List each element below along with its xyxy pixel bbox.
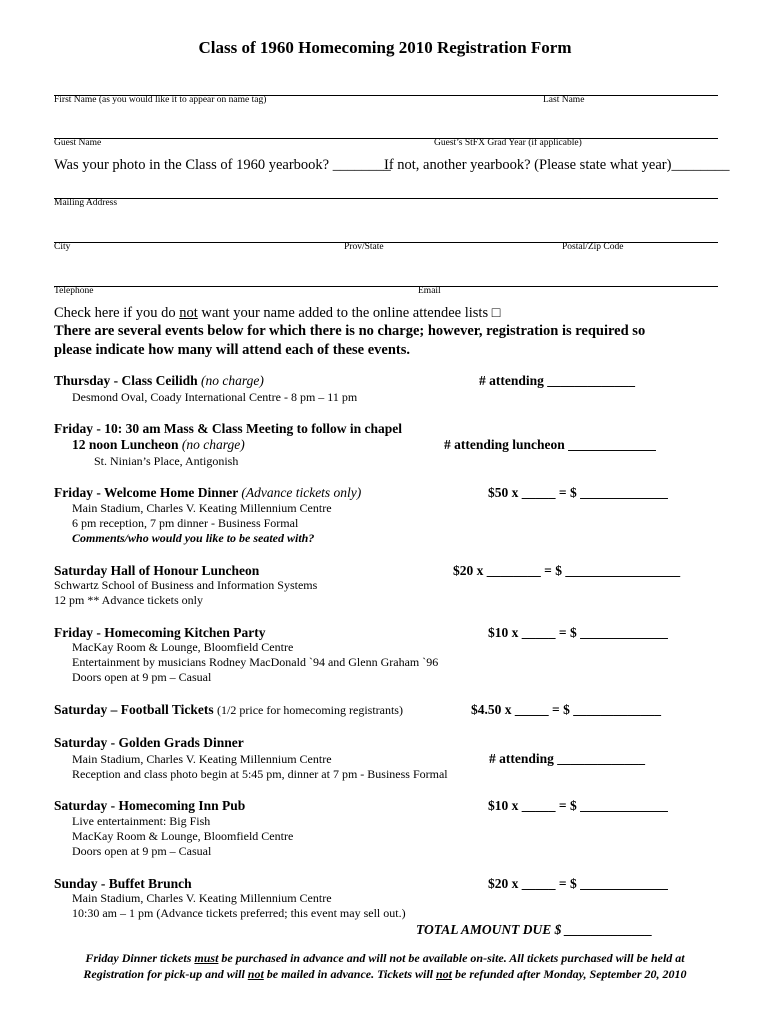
optout-text-before: Check here if you do: [54, 305, 180, 321]
event-luncheon-note: (no charge): [181, 437, 245, 452]
optout-checkbox[interactable]: □: [491, 305, 501, 321]
event-ceilidh-title-text: Thursday - Class Ceilidh: [54, 373, 202, 388]
email-label: Email: [418, 286, 441, 296]
event-kitchen-detail-1: MacKay Room & Lounge, Bloomfield Centre: [72, 640, 294, 654]
event-pub-detail-3: Doors open at 9 pm – Casual: [72, 844, 212, 858]
optout-statement: [54, 305, 500, 322]
event-ceilidh-title: [54, 373, 264, 389]
notice-line-1: There are several events below for which there is no charge; however, registration is required so: [54, 323, 646, 339]
event-honour-detail-1: Schwartz School of Business and Information Systems: [54, 578, 318, 592]
event-honour-title: Saturday Hall of Honour Luncheon: [54, 563, 260, 578]
event-luncheon-detail: St. Ninian’s Place, Antigonish: [94, 454, 239, 468]
event-golden-title: Saturday - Golden Grads Dinner: [54, 735, 244, 750]
event-ceilidh-attending[interactable]: # attending _____________: [479, 373, 636, 388]
event-mass-title: Friday - 10: 30 am Mass & Class Meeting to follow in chapel: [54, 421, 402, 436]
form-title: Class of 1960 Homecoming 2010 Registration Form: [198, 38, 572, 57]
event-brunch-price[interactable]: $20 x _____ = $ _____________: [488, 876, 668, 891]
footer-l1-must: must: [194, 951, 219, 965]
event-golden-attending[interactable]: # attending _____________: [489, 751, 646, 766]
event-kitchen-price[interactable]: $10 x _____ = $ _____________: [488, 625, 668, 640]
event-pub-title: Saturday - Homecoming Inn Pub: [54, 798, 246, 813]
footer-l2-b: be mailed in advance. Tickets will: [263, 967, 436, 981]
event-luncheon-title-text: 12 noon Luncheon: [72, 437, 182, 452]
guest-grad-year-label: Guest’s StFX Grad Year (if applicable): [434, 138, 582, 148]
mailing-address-line[interactable]: [54, 198, 718, 199]
footer-l2-not-2: not: [436, 967, 453, 981]
event-kitchen-title: Friday - Homecoming Kitchen Party: [54, 625, 266, 640]
event-ceilidh-note: (no charge): [201, 373, 264, 388]
first-name-label: First Name (as you would like it to appear on name tag): [54, 95, 267, 105]
event-dinner-note: (Advance tickets only): [241, 485, 362, 500]
footer-line-1: [0, 951, 770, 966]
total-amount-due[interactable]: TOTAL AMOUNT DUE $ _____________: [416, 922, 653, 937]
event-brunch-title: Sunday - Buffet Brunch: [54, 876, 192, 891]
footer-line-2: [0, 967, 770, 982]
event-pub-detail-2: MacKay Room & Lounge, Bloomfield Centre: [72, 829, 294, 843]
event-dinner-price[interactable]: $50 x _____ = $ _____________: [488, 485, 668, 500]
footer-l1-b: be purchased in advance and will not be available on-site. All tickets purchased will be held at: [218, 951, 685, 965]
telephone-label: Telephone: [54, 286, 94, 296]
event-brunch-detail-1: Main Stadium, Charles V. Keating Millennium Centre: [72, 891, 332, 905]
postal-zip-label: Postal/Zip Code: [562, 242, 624, 252]
event-dinner-comments: Comments/who would you like to be seated with?: [72, 531, 315, 545]
footer-l2-not-1: not: [247, 967, 264, 981]
event-honour-detail-2: 12 pm ** Advance tickets only: [54, 593, 203, 607]
event-football-price[interactable]: $4.50 x _____ = $ _____________: [471, 702, 661, 717]
event-kitchen-detail-2: Entertainment by musicians Rodney MacDonald `94 and Glenn Graham `96: [72, 655, 439, 669]
guest-name-label: Guest Name: [54, 138, 102, 148]
event-dinner-title: [54, 485, 361, 501]
event-football-note: (1/2 price for homecoming registrants): [217, 703, 403, 717]
footer-l2-c: be refunded after Monday, September 20, 2010: [452, 967, 687, 981]
event-golden-detail-2: Reception and class photo begin at 5:45 pm, dinner at 7 pm - Business Formal: [72, 767, 448, 781]
city-label: City: [54, 242, 71, 252]
event-pub-detail-1: Live entertainment: Big Fish: [72, 814, 211, 828]
event-dinner-detail-1: Main Stadium, Charles V. Keating Millennium Centre: [72, 501, 332, 515]
notice-line-2: please indicate how many will attend each of these events.: [54, 342, 411, 358]
optout-text-not: not: [179, 305, 198, 321]
footer-l1-a: Friday Dinner tickets: [85, 951, 195, 965]
photo-question: Was your photo in the Class of 1960 yearbook? ________: [54, 157, 391, 173]
other-yearbook-question: If not, another yearbook? (Please state what year)________: [384, 157, 730, 173]
event-dinner-detail-2: 6 pm reception, 7 pm dinner - Business Formal: [72, 516, 299, 530]
telephone-line[interactable]: [54, 286, 718, 287]
guest-name-line[interactable]: [54, 138, 718, 139]
prov-state-label: Prov/State: [344, 242, 384, 252]
event-kitchen-detail-3: Doors open at 9 pm – Casual: [72, 670, 212, 684]
optout-text-after: want your name added to the online attendee lists: [197, 305, 492, 321]
event-football-title-text: Saturday – Football Tickets: [54, 702, 218, 717]
event-brunch-detail-2: 10:30 am – 1 pm (Advance tickets preferred; this event may sell out.): [72, 906, 406, 920]
event-ceilidh-detail: Desmond Oval, Coady International Centre - 8 pm – 11 pm: [72, 390, 358, 404]
event-luncheon-attending[interactable]: # attending luncheon _____________: [444, 437, 656, 452]
last-name-label: Last Name: [543, 95, 585, 105]
event-football-title: [54, 702, 403, 718]
footer-l2-a: Registration for pick-up and will: [83, 967, 248, 981]
event-luncheon-title: [72, 437, 245, 453]
event-golden-detail-1: Main Stadium, Charles V. Keating Millennium Centre: [72, 752, 332, 766]
event-dinner-title-text: Friday - Welcome Home Dinner: [54, 485, 242, 500]
event-pub-price[interactable]: $10 x _____ = $ _____________: [488, 798, 668, 813]
mailing-address-label: Mailing Address: [54, 198, 118, 208]
event-honour-price[interactable]: $20 x ________ = $ _________________: [453, 563, 681, 578]
